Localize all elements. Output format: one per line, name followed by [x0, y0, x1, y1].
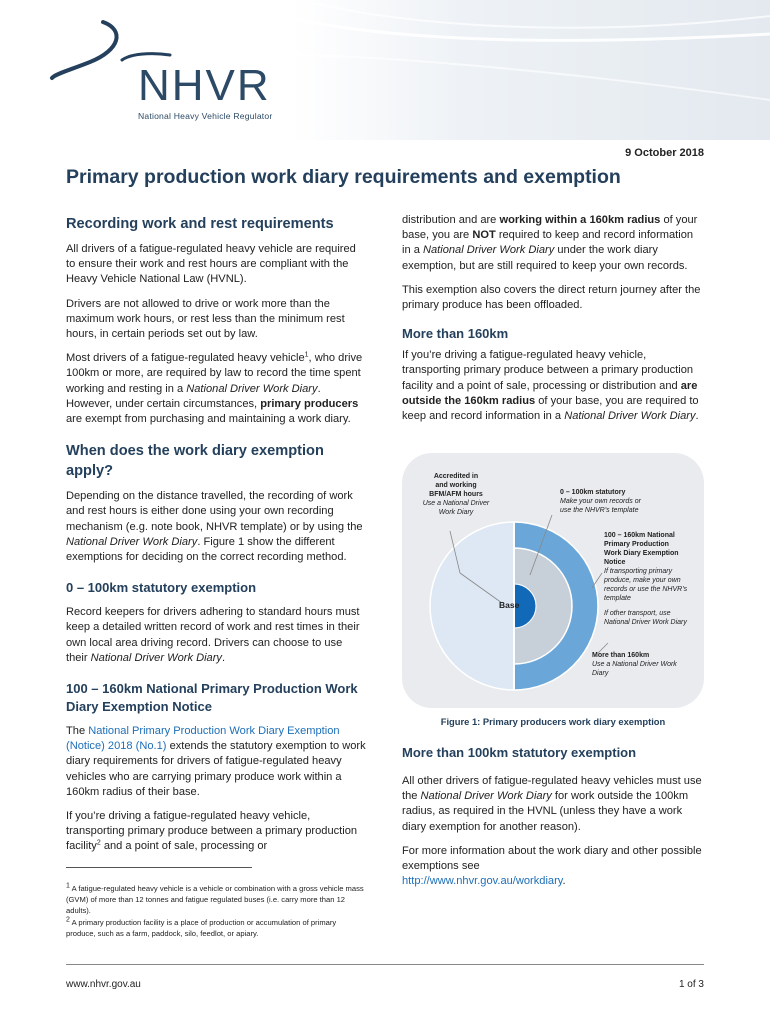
heading-recording: Recording work and rest requirements: [66, 216, 334, 232]
heading-more-than-160km: More than 160km: [402, 326, 509, 342]
footer-website[interactable]: www.nhvr.gov.au: [66, 979, 141, 990]
figure-label-base: Base: [499, 600, 520, 610]
paragraph-if-driving: If you’re driving a fatigue-regulated heavy vehicle, transporting primary produce between a primary production facility$^2$ and a point of sale, processing or: [66, 810, 358, 853]
paragraph-hvnl: All drivers of a fatigue-regulated heavy vehicle are required to ensure their work and rest hours are compliant with the Heavy Vehicle National Law (HVNL).: [66, 243, 356, 286]
paragraph-record-keepers: Record keepers for drivers adhering to standard hours must keep a detailed written record of work and rest times in their own local area driving record. Drivers can choose to use their National Driver Work Diary.: [66, 606, 360, 664]
footnote-divider: [66, 867, 252, 868]
footnote-1: $^1$ A fatigue-regulated heavy vehicle is a vehicle or combination with a gross vehicle mass (GVM) of more than 12 tonnes and fatigue regulated buses (i.e. carry more than 12 adults).: [66, 882, 364, 916]
left-column: [66, 214, 366, 864]
header-swoosh-graphic: [0, 0, 770, 140]
logo-tagline: National Heavy Vehicle Regulator: [138, 111, 273, 121]
footnote-ref-1[interactable]: 1: [304, 351, 309, 359]
page-title: Primary production work diary requirements and exemption: [66, 166, 621, 188]
figure-label-bfm: Accredited in and working BFM/AFM hours Use a National Driver Work Diary: [422, 473, 490, 516]
figure-label-more-160km: More than 160km Use a National Driver Work Diary: [592, 652, 677, 677]
logo-wordmark: NHVR: [138, 61, 271, 110]
paragraph-most-drivers: Most drivers of a fatigue-regulated heavy vehicle$^1$, who drive 100km or more, are required by law to record the time spent working and resting in a National Driver Work Diary. However, under certain circumstances, primary producers are exempt from purchasing and maintaining a work diary.: [66, 351, 363, 426]
paragraph-distance: Depending on the distance travelled, the recording of work and rest hours is either done using your own recording mechanism (e.g. note book, NHVR template) or by using the National Driver Work Diary. Figure 1 show the different exemptions for deciding on the correct recording method.: [66, 490, 363, 564]
right-column-lower: [402, 744, 704, 898]
heading-0-100km: 0 – 100km statutory exemption: [66, 580, 257, 596]
figure-label-100-160km: 100 – 160km National Primary Production Work Diary Exemption Notice If transporting primary produce, make your own records or use the NHVR’s template If other transport, use National Driver Work Diary: [604, 532, 688, 626]
footnote-2: $^2$ A primary production facility is a place of production or accumulation of primary produce, such as a farm, paddock, silo, feedlot, or apiary.: [66, 916, 337, 938]
nhvr-logo[interactable]: [138, 61, 273, 121]
header-banner: [0, 0, 770, 140]
heading-100-160km: 100 – 160km National Primary Production Work Diary Exemption Notice: [66, 681, 358, 715]
work-diary-link[interactable]: http://www.nhvr.gov.au/workdiary: [402, 875, 563, 888]
paragraph-notice: The National Primary Production Work Diary Exemption (Notice) 2018 (No.1) extends the statutory exemption to work diary requirements for drivers of fatigue-regulated heavy vehicles who are carrying primary produce work within a 160km radius of their base.: [66, 725, 366, 798]
paragraph-return-journey: This exemption also covers the direct return journey after the primary produce has been offloaded.: [402, 283, 701, 312]
figure-radius-diagram: [402, 453, 704, 708]
paragraph-within-160km: distribution and are working within a 160km radius of your base, you are NOT required to keep and record information in a National Driver Work Diary under the work diary exemption, but are still required to keep your own records.: [402, 214, 698, 272]
figure-caption: Figure 1: Primary producers work diary exemption: [440, 716, 666, 727]
footnote-ref-2[interactable]: 2: [96, 839, 101, 847]
heading-more-than-100km: More than 100km statutory exemption: [402, 745, 637, 760]
paragraph-outside-160km: If you’re driving a fatigue-regulated heavy vehicle, transporting primary produce between a primary production facility and a point of sale, processing or distribution and are outside the 160km radius of your base, you are required to keep and record information in a National Driver Work Diary.: [402, 349, 699, 423]
publication-date: 9 October 2018: [625, 147, 704, 159]
footnotes: [66, 883, 366, 939]
footer-divider: [66, 964, 704, 965]
paragraph-more-info: For more information about the work diary and other possible exemptions see http://www.nhvr.gov.au/workdiary.: [402, 844, 702, 888]
paragraph-all-other-drivers: All other drivers of fatigue-regulated heavy vehicles must use the National Driver Work Diary for work outside the 100km radius, as required in the HVNL (unless they have a work diary exemption for another reason).: [402, 775, 702, 833]
exemption-notice-link[interactable]: National Primary Production Work Diary Exemption (Notice) 2018 (No.1): [66, 725, 340, 753]
page-number: 1 of 3: [678, 979, 704, 990]
paragraph-limits: Drivers are not allowed to drive or work more than the maximum work hours, or rest less than the minimum rest hours, in certain periods set out by law.: [66, 297, 345, 341]
figure-label-0-100km: 0 – 100km statutory Make your own records or use the NHVR’s template: [560, 489, 641, 514]
heading-when-exemption: When does the work diary exemption apply?: [66, 443, 324, 480]
right-column: [402, 213, 704, 433]
